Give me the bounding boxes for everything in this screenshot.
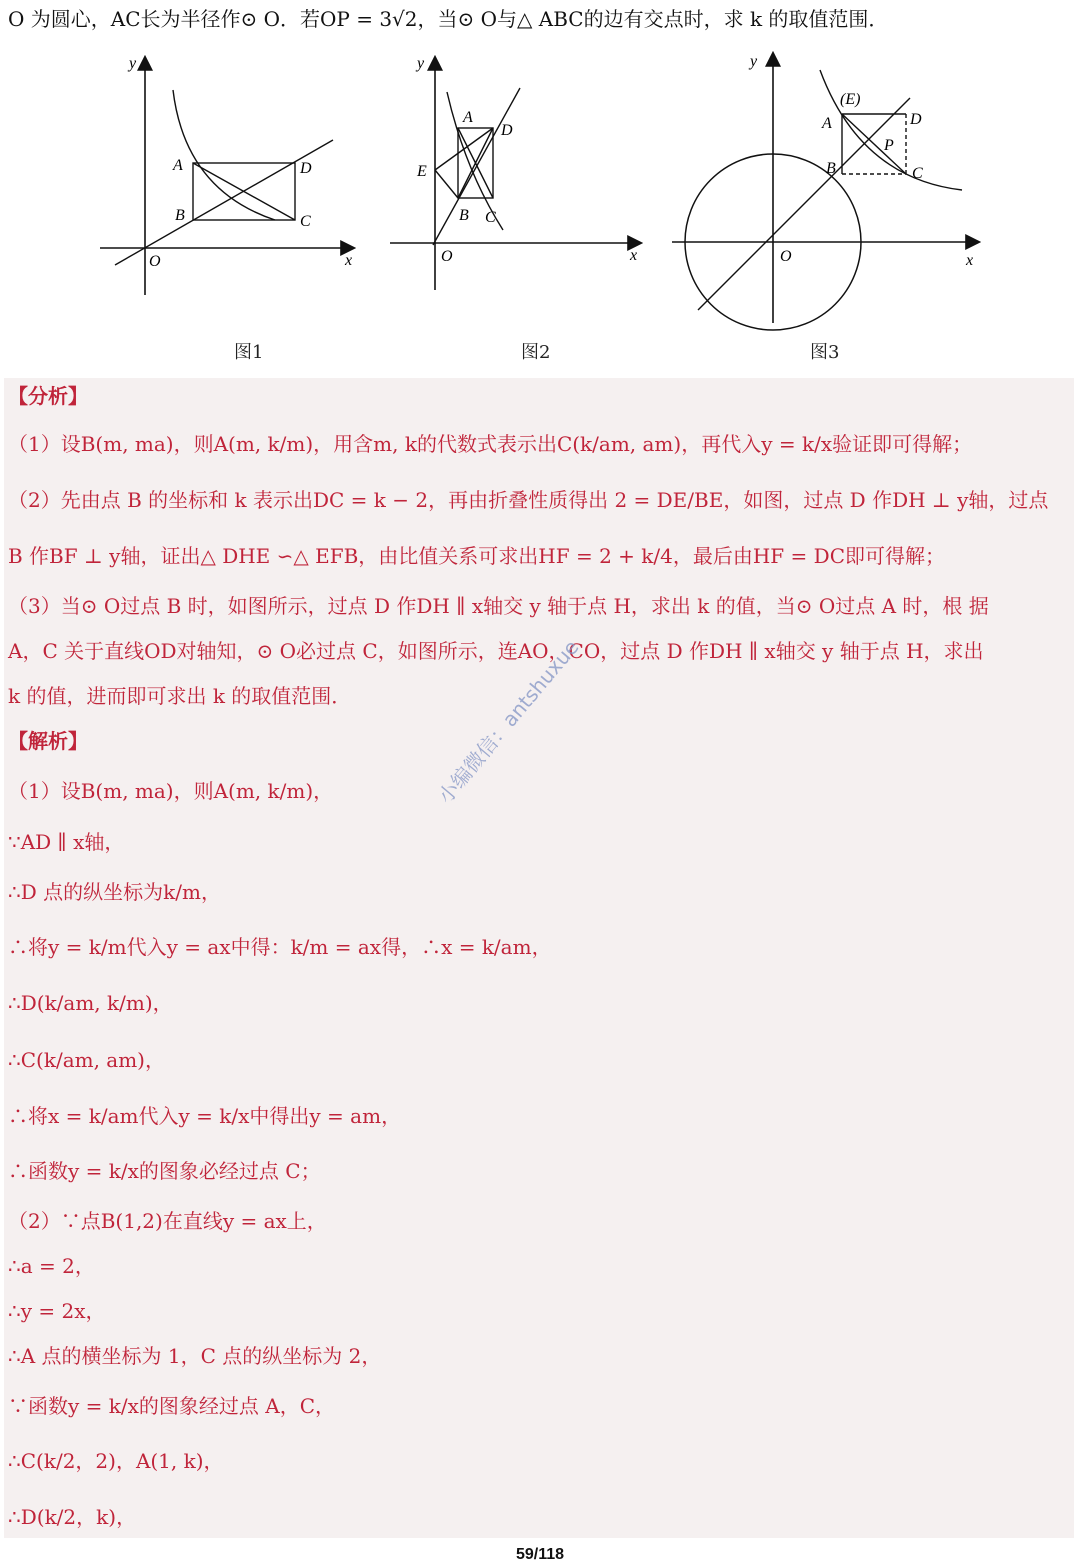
- figure-3-caption: 图3: [810, 342, 840, 363]
- solution-line: ∴A 点的横坐标为 1，C 点的纵坐标为 2，: [8, 1344, 382, 1368]
- label-p: P: [884, 137, 894, 154]
- figure-2-caption: 图2: [521, 342, 551, 363]
- solution-line: ∴函数y = k/x的图象必经过点 C；: [8, 1159, 321, 1183]
- label-x: x: [630, 247, 638, 264]
- solution-line: （2）∵点B(1,2)在直线y = ax上，: [8, 1209, 327, 1233]
- label-b: B: [826, 160, 836, 177]
- analysis-line: （3）当⊙ O过点 B 时，如图所示，过点 D 作DH ∥ x轴交 y 轴于点 H，求出 k 的值，当⊙ O过点 A 时，根 据: [8, 594, 989, 618]
- question-text: O 为圆心，AC长为半径作⊙ O．若OP = 3√2，当⊙ O与△ ABC的边有交点时，求 k 的取值范围．: [8, 7, 889, 31]
- label-a: A: [822, 115, 832, 132]
- analysis-line: B 作BF ⊥ y轴，证出△ DHE ∽△ EFB，由比值关系可求出HF = 2 + k/4，最后由HF = DC即可得解；: [8, 544, 945, 568]
- solution-line: ∴D(k/am, k/m)，: [8, 991, 173, 1015]
- label-y: y: [417, 55, 425, 72]
- label-c: C: [912, 165, 923, 182]
- figure-3: [670, 48, 985, 338]
- analysis-line: A，C 关于直线OD对轴知，⊙ O必过点 C，如图所示，连AO，CO，过点 D 作DH ∥ x轴交 y 轴于点 H，求出: [8, 639, 984, 663]
- segment-ac: [842, 114, 906, 174]
- label-b: B: [459, 207, 469, 224]
- page-number: 59/118: [515, 1546, 565, 1563]
- segment-ed: [435, 128, 493, 170]
- label-a: A: [173, 157, 183, 174]
- label-b: B: [175, 207, 185, 224]
- solution-line: ∴将x = k/am代入y = k/x中得出y = am，: [8, 1104, 402, 1128]
- solution-line: ∴C(k/2，2)，A(1, k)，: [8, 1449, 224, 1473]
- solution-heading: 【解析】: [8, 729, 88, 753]
- solution-line: ∵AD ∥ x轴，: [8, 830, 125, 854]
- label-y: y: [750, 53, 758, 70]
- label-a: A: [463, 109, 473, 126]
- label-c: C: [300, 213, 311, 230]
- label-e: E: [417, 163, 427, 180]
- figure-1: [95, 50, 365, 310]
- line-od: [698, 98, 910, 310]
- solution-line: ∴y = 2x，: [8, 1299, 106, 1323]
- label-x: x: [966, 252, 974, 269]
- solution-line: ∴D(k/2，k)，: [8, 1505, 137, 1529]
- figure-1-caption: 图1: [234, 342, 264, 363]
- label-d: D: [910, 111, 922, 128]
- solution-line: ∵函数y = k/x的图象经过点 A，C，: [8, 1394, 336, 1418]
- analysis-line: （2）先由点 B 的坐标和 k 表示出DC = k − 2，再由折叠性质得出 2 = DE/BE，如图，过点 D 作DH ⊥ y轴，过点: [8, 488, 1049, 512]
- solution-line: ∴D 点的纵坐标为k/m，: [8, 880, 221, 904]
- analysis-line: （1）设B(m, ma)，则A(m, k/m)，用含m, k的代数式表示出C(k/am, am)，再代入y = k/x验证即可得解；: [8, 432, 973, 456]
- solution-line: ∴a = 2，: [8, 1254, 95, 1278]
- solution-line: ∴将y = k/m代入y = ax中得：k/m = ax得，∴x = k/am，: [8, 935, 552, 959]
- hyperbola: [820, 70, 962, 190]
- label-c: C: [485, 209, 496, 226]
- segment-eb: [435, 170, 458, 198]
- watermark: 小编微信：antshuxue: [433, 635, 584, 808]
- analysis-line: k 的值，进而即可求出 k 的取值范围．: [8, 684, 352, 708]
- analysis-heading: 【分析】: [8, 384, 88, 408]
- label-o: O: [780, 248, 792, 265]
- line-y-ax: [115, 140, 333, 265]
- label-o: O: [149, 253, 161, 270]
- label-e: (E): [840, 91, 861, 108]
- solution-line: （1）设B(m, ma)，则A(m, k/m)，: [8, 779, 334, 803]
- solution-line: ∴C(k/am, am)，: [8, 1048, 165, 1072]
- label-o: O: [441, 248, 453, 265]
- label-x: x: [345, 252, 353, 269]
- label-y: y: [129, 55, 137, 72]
- label-d: D: [501, 122, 513, 139]
- label-d: D: [300, 160, 312, 177]
- figure-2: [385, 50, 650, 300]
